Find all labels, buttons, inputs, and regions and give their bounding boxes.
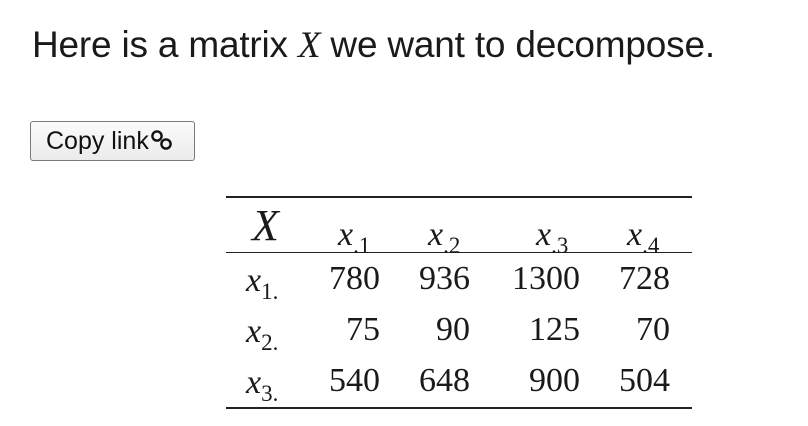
- matrix-cell: 540: [329, 362, 380, 399]
- heading-suffix: we want to decompose.: [320, 24, 715, 65]
- matrix-variable: X: [297, 25, 321, 66]
- matrix-cell: 900: [529, 362, 580, 399]
- matrix-cell: 125: [529, 311, 580, 348]
- matrix-cell: 504: [619, 362, 670, 399]
- column-header: $x_{.4}$: [627, 216, 660, 258]
- matrix-cell: 90: [436, 311, 470, 348]
- matrix-cell: 780: [329, 260, 380, 297]
- row-header: $x_{3.}$: [246, 364, 279, 406]
- matrix-cell: 728: [619, 260, 670, 297]
- copy-link-label: Copy link: [46, 126, 149, 155]
- copy-link-button[interactable]: [30, 121, 195, 161]
- matrix-cell: 936: [419, 260, 470, 297]
- matrix-cell: 648: [419, 362, 470, 399]
- page-heading: [32, 18, 715, 73]
- column-header: $x_{.3}$: [536, 216, 569, 258]
- row-header: $x_{2.}$: [246, 313, 279, 355]
- matrix-cell: 70: [636, 311, 670, 348]
- matrix-cell: 75: [346, 311, 380, 348]
- row-header: $x_{1.}$: [246, 262, 279, 304]
- column-header: $x_{.2}$: [428, 216, 461, 258]
- heading-prefix: Here is a matrix: [32, 24, 298, 65]
- column-header: $x_{.1}$: [338, 216, 371, 258]
- matrix-name: X: [252, 201, 279, 250]
- matrix-cell: 1300: [512, 260, 580, 297]
- matrix-table: [226, 196, 692, 409]
- link-icon: [149, 129, 175, 151]
